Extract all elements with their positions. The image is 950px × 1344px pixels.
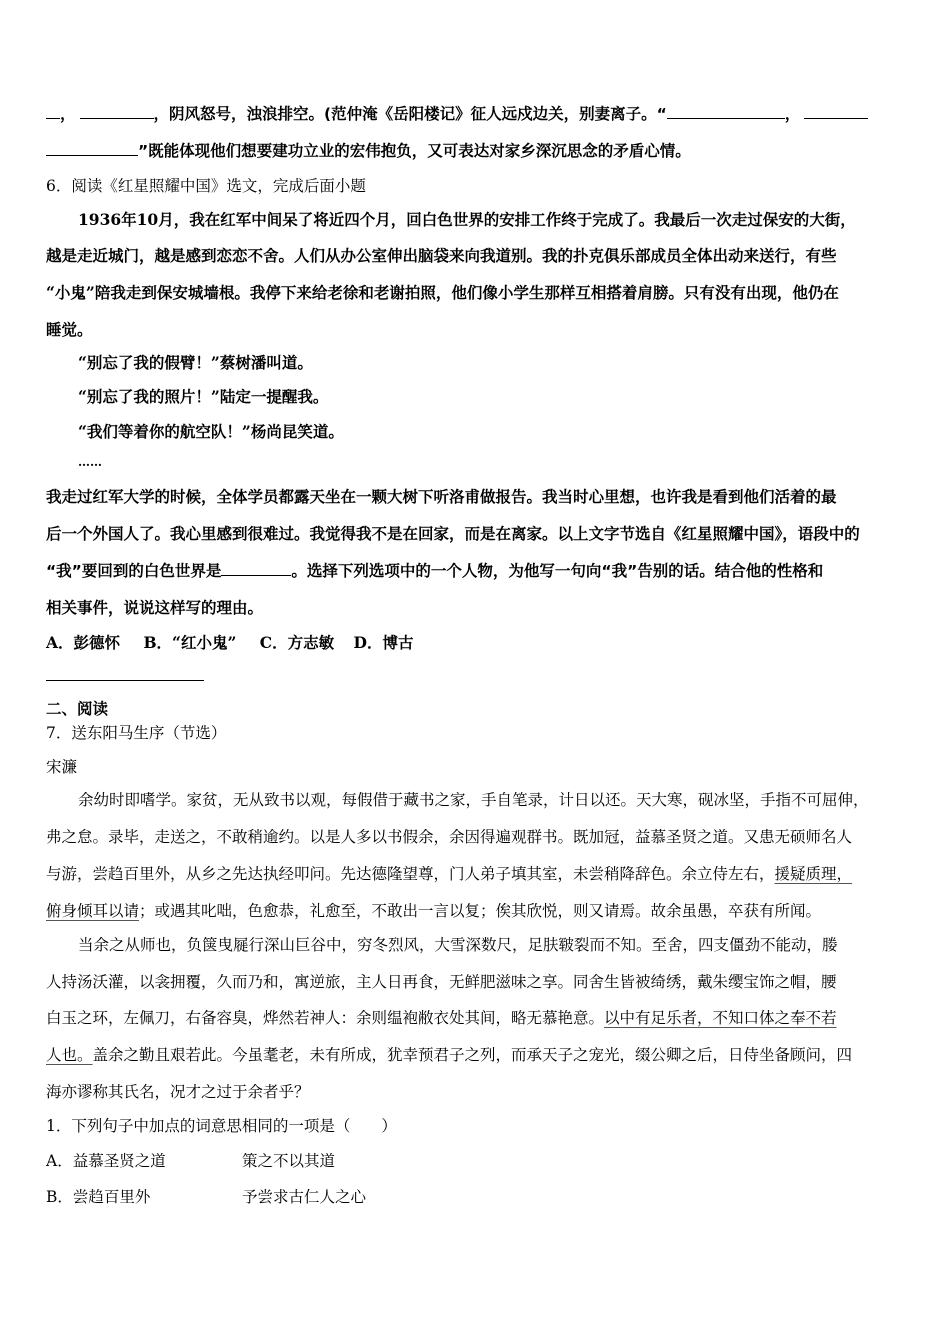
q6-ellipsis: …… [78,455,102,469]
q6-quote: “别忘了我的假臂！”蔡树潘叫道。 [78,353,313,372]
section-heading: 二、阅读 [46,700,109,718]
q6-option-b[interactable]: B．“红小鬼” [143,633,237,652]
passage-line: 弗之怠。录毕，走送之，不敢稍逾约。以是人多以书假余，余因得遍观群书。既加冠，益慕圣贤之道。又患无硕师名人 [46,828,853,846]
q6-para1-line: “小鬼”陪我走到保安城墙根。我停下来给老徐和老谢拍照，他们像小学生那样互相搭着肩膀。只有没有出现，他仍在 [46,283,839,302]
option-label: A． [46,1152,73,1170]
text: 与游，尝趋百里外，从乡之先达执经叩问。先达德隆望尊，门人弟子填其室，未尝稍降辞色。余立侍左右， [46,865,775,883]
text: 白玉之环，左佩刀，右备容臭，烨然若神人：余则缊袍敝衣处其间，略无慕艳意。 [46,1009,605,1027]
answer-blank[interactable] [46,104,60,119]
answer-blank[interactable] [667,104,785,119]
answer-blank[interactable] [804,104,868,119]
q6-option-d[interactable]: D．博古 [353,633,414,652]
text: ， [784,105,801,123]
passage-line [46,901,906,921]
text: ， [60,105,76,123]
passage-line: 海亦谬称其氏名，况才之过于余者乎？ [46,1083,310,1101]
q6-quote: “我们等着你的航空队！”杨尚昆笑道。 [78,422,344,441]
q5-line-2 [46,141,906,161]
passage-line: 当余之从师也，负箧曳屣行深山巨谷中，穷冬烈风，大雪深数尺，足肤皲裂而不知。至舍，四支僵劲不能动，媵 [78,936,838,954]
q6-question-line [46,561,906,581]
sub-question-option-b[interactable] [46,1187,906,1207]
option-label: B． [46,1188,73,1206]
text: 盖余之勤且艰若此。今虽耄老，未有所成，犹幸预君子之列，而承天子之宠光，缀公卿之后，日侍坐备顾问，四 [92,1046,853,1064]
q6-para1-line: 越是走近城门，越是感到恋恋不舍。人们从办公室伸出脑袋来向我道别。我的扑克俱乐部成员全体出动来送行，有些 [46,246,837,265]
text: ，阴风怒号，浊浪排空。(范仲淹《岳阳楼记》征人远戍边关，别妻离子。“ [153,105,667,123]
q5-line-1 [46,104,906,124]
text: 。选择下列选项中的一个人物，为他写一句向“我”告别的话。结合他的性格和 [291,562,824,580]
section-divider [46,680,204,681]
sub-question-option-a[interactable] [46,1151,906,1171]
q6-option-a[interactable]: A．彭德怀 [46,633,121,652]
underlined-text: 俯身倾耳以请 [46,902,140,920]
q6-title: 6．阅读《红星照耀中国》选文，完成后面小题 [46,177,366,195]
q6-para2-line: 后一个外国人了。我心里感到很难过。我觉得我不是在回家，而是在离家。以上文字节选自《红星照耀中国》，语段中的 [46,525,860,543]
q7-title: 7．送东阳马生序（节选） [46,724,227,742]
text: ”既能体现他们想要建功立业的宏伟抱负，又可表达对家乡深沉思念的矛盾心情。 [138,142,691,160]
text: ；或遇其叱咄，色愈恭，礼愈至，不敢出一言以复；俟其欣悦，则又请焉。故余虽愚，卒获有所闻。 [139,902,822,920]
q6-para1-line: 1936年10月，我在红军中间呆了将近四个月，回白色世界的安排工作终于完成了。我最后一次走过保安的大街， [78,210,856,229]
underlined-text: 人也。 [46,1046,93,1064]
text: “我”要回到的白色世界是 [46,562,222,580]
author: 宋濂 [46,758,78,776]
option-right: 予尝求古仁人之心 [242,1188,367,1206]
underlined-text: 以中有足乐者，不知口体之奉不若 [604,1009,837,1027]
q6-para1-line: 睡觉。 [46,320,93,339]
passage-line [46,864,906,884]
q6-quote: “别忘了我的照片！”陆定一提醒我。 [78,387,329,406]
answer-blank[interactable] [221,561,291,576]
answer-blank[interactable] [80,104,154,119]
q6-options [46,633,906,653]
q6-question-line: 相关事件，说说这样写的理由。 [46,599,264,617]
passage-line [46,1008,906,1028]
option-left: 益慕圣贤之道 [72,1152,166,1170]
sub-question-stem: 1．下列句子中加点的词意思相同的一项是（ ） [46,1117,397,1135]
passage-line: 余幼时即嗜学。家贫，无从致书以观，每假借于藏书之家，手自笔录，计日以还。天大寒，砚冰坚，手指不可屈伸， [78,791,869,809]
option-right: 策之不以其道 [242,1152,336,1170]
option-left: 尝趋百里外 [72,1188,151,1206]
underlined-text: 援疑质理， [774,865,853,883]
q6-option-c[interactable]: C．方志敏 [259,633,335,652]
passage-line [46,1045,906,1065]
answer-blank[interactable] [46,141,138,156]
q6-para2-line: 我走过红军大学的时候，全体学员都露天坐在一颗大树下听洛甫做报告。我当时心里想，也许我是看到他们活着的最 [46,487,837,506]
passage-line: 人持汤沃灌，以衾拥覆，久而乃和，寓逆旅，主人日再食，无鲜肥滋味之享。同舍生皆被绮绣，戴朱缨宝饰之帽，腰 [46,973,837,991]
